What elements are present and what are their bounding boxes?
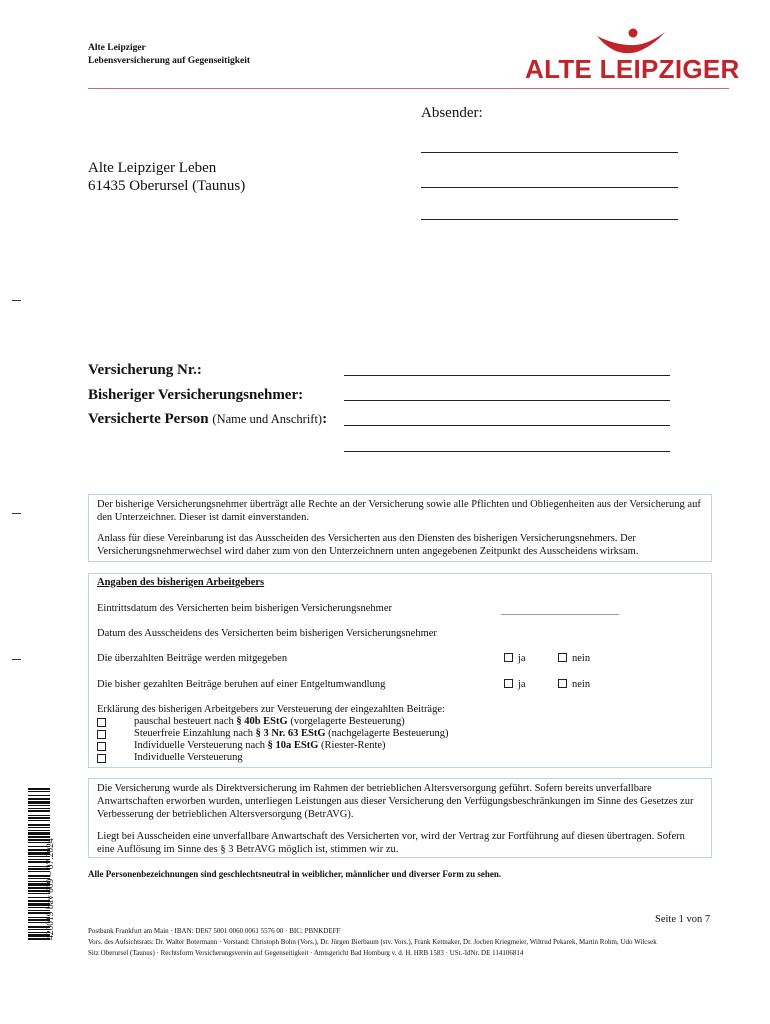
previous-policyholder-field[interactable] — [344, 400, 670, 401]
sender-label: Absender: — [421, 105, 483, 121]
tax-declaration-intro: Erklärung des bisherigen Arbeitgebers zur Versteuerung der eingezahlten Beiträge: — [97, 704, 445, 715]
header-divider — [88, 88, 729, 89]
insurance-number-field[interactable] — [344, 375, 670, 376]
tax-option-individual-checkbox[interactable] — [97, 754, 106, 763]
tax-option-40b-checkbox[interactable] — [97, 718, 106, 727]
conversion-no-label: nein — [572, 679, 591, 690]
employer-heading: Angaben des bisherigen Arbeitgebers — [97, 577, 265, 588]
pension-paragraph-2: Liegt bei Ausscheiden eine unverfallbare Anwartschaft des Versicherten vor, wird der Vertrag zur Fortführung auf diesen übertragen. Sofern eine Auflösung im Sinne des § 3 BetrAVG möglich ist, stimmen wir zu. — [97, 831, 685, 855]
employer-details-box — [88, 573, 712, 768]
conversion-yes-checkbox[interactable] — [504, 679, 513, 688]
fold-mark-2 — [12, 513, 21, 514]
entry-date-label: Eintrittsdatum des Versicherten beim bisherigen Versicherungsnehmer — [97, 603, 392, 614]
insured-person-field[interactable] — [344, 425, 670, 426]
insured-person-hint: (Name und Anschrift) — [212, 412, 323, 426]
insured-person-colon: : — [322, 411, 328, 427]
sender-line-1[interactable] — [421, 152, 678, 153]
tax-option-3-63-label: Steuerfreie Einzahlung nach § 3 Nr. 63 EStG (nachgelagerte Besteuerung) — [134, 728, 449, 739]
overpaid-yes-checkbox[interactable] — [504, 653, 513, 662]
insured-person-address-field[interactable] — [344, 451, 670, 452]
alte-leipziger-logo — [525, 28, 740, 84]
overpaid-no-checkbox[interactable] — [558, 653, 567, 662]
exit-date-label: Datum des Ausscheidens des Versicherten beim bisherigen Versicherungsnehmer — [97, 628, 437, 639]
agreement-paragraph-1: Der bisherige Versicherungsnehmer überträgt alle Rechte an der Versicherung sowie alle Pflichten und Obliegenheiten aus der Versicherung auf den Unterzeichner. Dieser ist damit einverstanden. — [97, 499, 701, 523]
agreement-paragraph-2: Anlass für diese Vereinbarung ist das Ausscheiden des Versicherten aus den Diensten des bisherigen Versicherungsnehmers. Der Versicherungsnehmerwechsel wird daher zum von den Unterzeichnern unten angegebenen Zeitpunkt des Ausscheidens wirksam. — [97, 533, 639, 557]
logo-text: ALTE LEIPZIGER — [525, 54, 740, 84]
overpaid-yes-label: ja — [518, 653, 526, 664]
agreement-box — [88, 494, 712, 562]
overpaid-no-label: nein — [572, 653, 591, 664]
recipient-address — [88, 159, 245, 195]
entry-date-field[interactable] — [501, 614, 619, 615]
insured-person-label — [88, 411, 327, 428]
insurance-number-label: Versicherung Nr.: — [88, 362, 202, 378]
footer-board-line: Vors. des Aufsichtsrats: Dr. Walter Botermann · Vorstand: Christoph Bohn (Vors.), Dr. Jürgen Bierbaum (stv. Vors.), Frank Kettnaker, Dr. Jochen Kriegmeier, Wiltrud Pekarek, Martin Rohm, Udo Wilcsek — [88, 938, 657, 946]
insured-person-title: Versicherte Person — [88, 411, 209, 427]
overpaid-contributions-label: Die überzahlten Beiträge werden mitgegeben — [97, 653, 288, 664]
gender-neutral-note: Alle Personenbezeichnungen sind geschlechtsneutral in weiblicher, männlicher und diverser Form zu sehen. — [88, 869, 502, 879]
conversion-no-checkbox[interactable] — [558, 679, 567, 688]
sender-line-3[interactable] — [421, 219, 678, 220]
tax-option-3-63-checkbox[interactable] — [97, 730, 106, 739]
tax-option-individual-label: Individuelle Versteuerung — [134, 752, 243, 763]
fold-mark-3 — [12, 659, 21, 660]
footer-registration-line: Sitz Oberursel (Taunus) · Rechtsform Versicherungsverein auf Gegenseitigkeit · Amtsgericht Bad Homburg v. d. H. HRB 1583 · USt.-IdNr. DE 114106814 — [88, 949, 524, 957]
recipient-line-2: 61435 Oberursel (Taunus) — [88, 178, 246, 194]
previous-policyholder-label: Bisheriger Versicherungsnehmer: — [88, 387, 304, 403]
company-line-2: Lebensversicherung auf Gegenseitigkeit — [88, 56, 251, 66]
company-name — [88, 42, 250, 68]
pension-paragraph-1: Die Versicherung wurde als Direktversicherung im Rahmen der betrieblichen Altersversorgung geführt. Sofern bereits unverfallbare Anwartschaften erworben wurden, unterliegen Leistungen aus dieser Versicherung den Verfügungsbeschränkungen im Sinne des Gesetzes zur Verbesserung der betrieblichen Altersversorgung (BetrAVG). — [97, 783, 694, 820]
conversion-yes-label: ja — [518, 679, 526, 690]
salary-conversion-label: Die bisher gezahlten Beiträge beruhen auf einer Entgeltumwandlung — [97, 679, 386, 690]
recipient-line-1: Alte Leipziger Leben — [88, 160, 217, 176]
tax-option-10a-label: Individuelle Versteuerung nach § 10a EStG (Riester-Rente) — [134, 740, 386, 751]
tax-option-10a-checkbox[interactable] — [97, 742, 106, 751]
fold-mark-1 — [12, 300, 21, 301]
company-line-1: Alte Leipziger — [88, 43, 146, 53]
footer-bank-line: Postbank Frankfurt am Main · IBAN: DE67 5001 0060 0061 5576 00 · BIC: PBNKDEFF — [88, 927, 341, 935]
tax-option-40b-label: pauschal besteuert nach § 40b EStG (vorgelagerte Besteuerung) — [134, 716, 405, 727]
page-number: Seite 1 von 7 — [655, 914, 711, 925]
sender-line-2[interactable] — [421, 187, 678, 188]
form-code: 420019 bav 609 – 07.2024 — [46, 838, 56, 940]
pension-info-box — [88, 778, 712, 858]
